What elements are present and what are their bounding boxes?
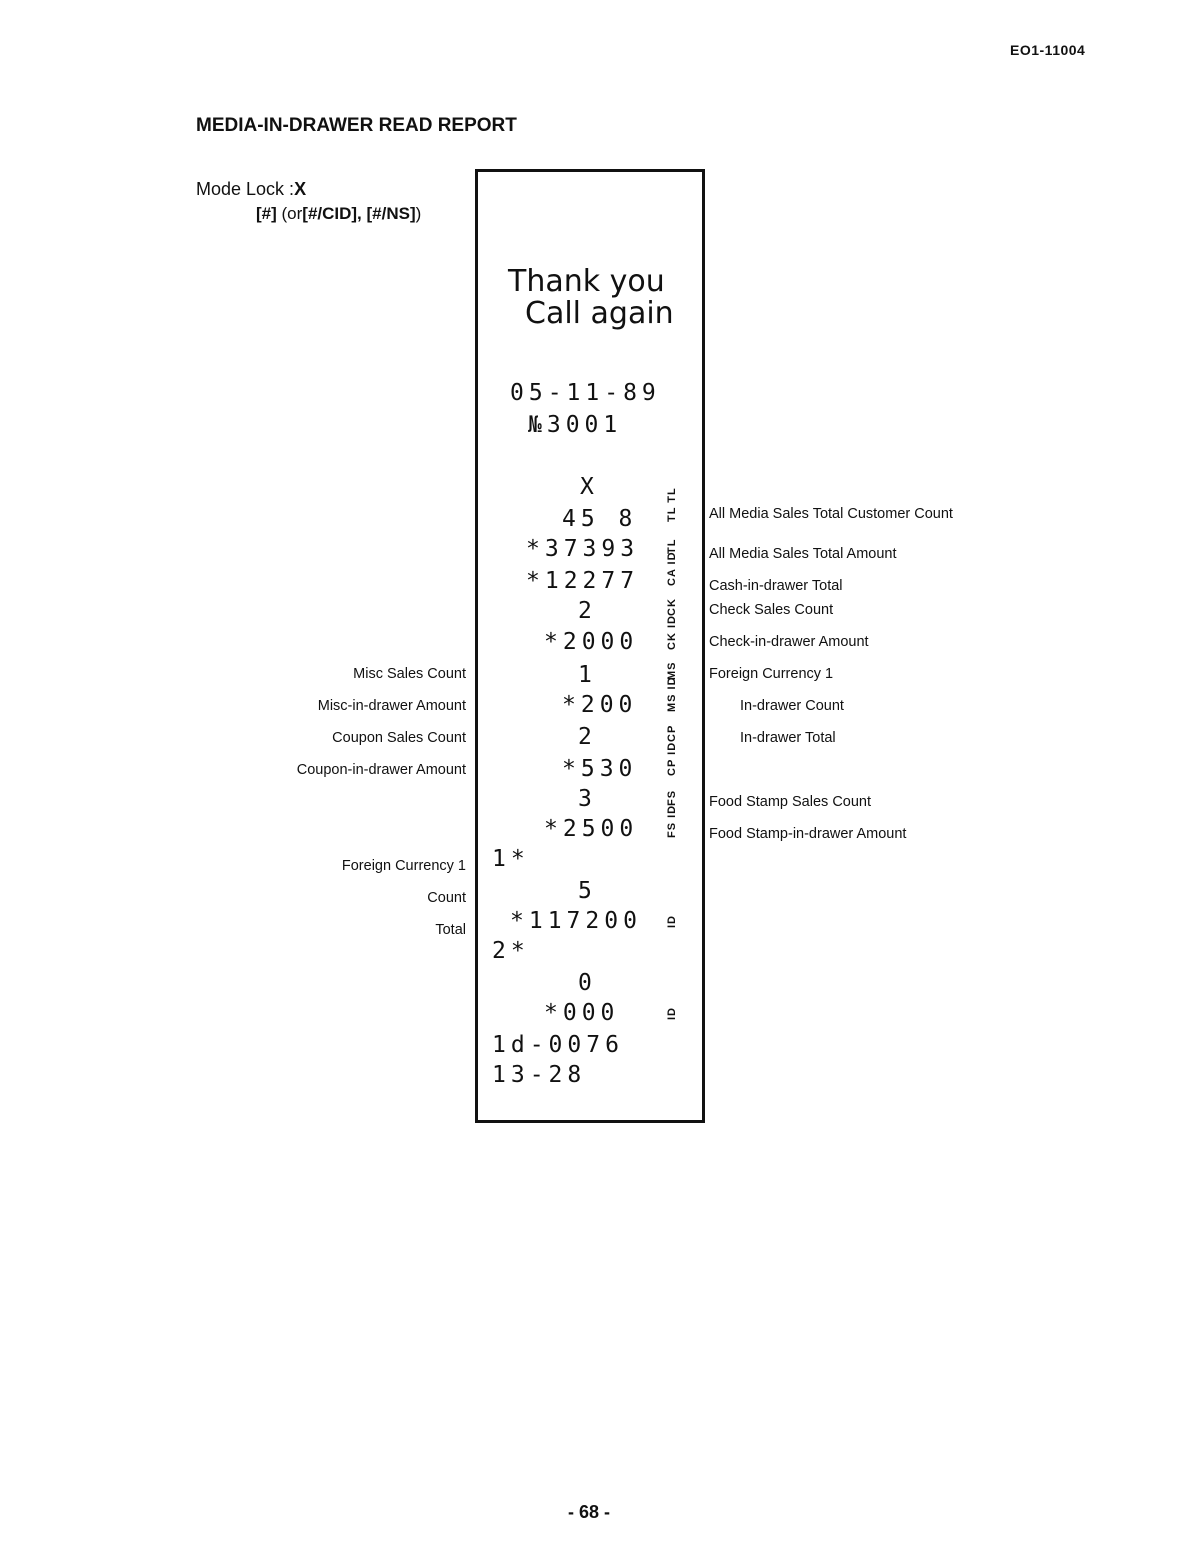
receipt-line: *2500 <box>544 816 639 842</box>
receipt-line: *12277 <box>526 568 640 594</box>
key-sequence-1: [#] <box>256 204 277 223</box>
receipt-line: 2* <box>492 938 530 964</box>
receipt-line: *117200 <box>510 908 642 934</box>
greeting-line-1: Thank you <box>508 264 665 299</box>
receipt-symbol: CA ID <box>666 551 678 586</box>
receipt-symbol: CK <box>666 598 678 616</box>
mode-lock-key: X <box>294 179 307 199</box>
receipt-date: 05-11-89 <box>510 380 661 406</box>
mode-lock-label: Mode Lock : <box>196 179 295 199</box>
receipt-symbol: ID <box>666 1007 678 1020</box>
receipt-time: 13-28 <box>492 1062 587 1088</box>
label-all-media-customer-count: All Media Sales Total Customer Count <box>709 506 953 522</box>
receipt-line: 5 <box>578 878 597 904</box>
consecutive-number: 1d-0076 <box>492 1032 624 1058</box>
label-all-media-amount: All Media Sales Total Amount <box>709 546 897 562</box>
key-sequence-2: [#/CID], [#/NS] <box>302 204 416 223</box>
label-check-in-drawer-amount: Check-in-drawer Amount <box>709 634 869 650</box>
receipt-line: 0 <box>578 970 597 996</box>
label-total: Total <box>435 922 466 938</box>
label-food-stamp-in-drawer-amount: Food Stamp-in-drawer Amount <box>709 826 907 842</box>
receipt-symbol: FS ID <box>666 804 678 838</box>
greeting-line-2: Call again <box>525 296 674 331</box>
receipt-symbol: MS <box>666 661 678 680</box>
label-coupon-in-drawer-amount: Coupon-in-drawer Amount <box>296 762 466 778</box>
label-cash-in-drawer-total: Cash-in-drawer Total <box>709 578 843 594</box>
receipt-symbol: CK ID <box>666 615 678 650</box>
key-sequence-close: ) <box>415 204 422 223</box>
mode-lock-line <box>196 179 306 200</box>
key-sequence-or: (or <box>276 204 303 223</box>
page-title: MEDIA-IN-DRAWER READ REPORT <box>196 115 517 136</box>
receipt-line: 45 8 <box>562 506 638 532</box>
label-count: Count <box>427 890 466 906</box>
label-check-sales-count: Check Sales Count <box>709 602 834 618</box>
receipt-line: *2000 <box>544 629 639 655</box>
receipt-line: 3 <box>578 786 597 812</box>
label-misc-in-drawer-amount: Misc-in-drawer Amount <box>317 698 466 714</box>
receipt-line: *37393 <box>526 536 640 562</box>
receipt-line: 1* <box>492 846 530 872</box>
receipt-line: 2 <box>578 724 597 750</box>
receipt-symbol: FS <box>666 789 678 806</box>
mode-lock-keys <box>256 204 421 224</box>
receipt <box>475 169 705 1123</box>
label-foreign-currency-1-right: Foreign Currency 1 <box>709 666 834 682</box>
label-coupon-sales-count: Coupon Sales Count <box>332 730 466 746</box>
label-in-drawer-count: In-drawer Count <box>740 698 844 714</box>
receipt-symbol: CP ID <box>666 741 678 776</box>
receipt-line: 1 <box>578 662 597 688</box>
register-number: №3001 <box>528 412 623 438</box>
receipt-symbol: TL TL <box>666 487 678 522</box>
receipt-symbol: ID <box>666 915 678 928</box>
receipt-symbol: MS ID <box>666 676 678 712</box>
document-id: EO1-11004 <box>1010 42 1086 58</box>
receipt-line: *530 <box>562 756 638 782</box>
page-number: - 68 - <box>568 1502 611 1522</box>
label-foreign-currency-1: Foreign Currency 1 <box>341 858 466 874</box>
receipt-line: 2 <box>578 598 597 624</box>
label-misc-sales-count: Misc Sales Count <box>353 666 466 682</box>
receipt-symbol: CP <box>666 724 678 742</box>
report-mode: X <box>580 474 599 500</box>
label-in-drawer-total: In-drawer Total <box>740 730 836 746</box>
receipt-line: *200 <box>562 692 638 718</box>
receipt-symbol: TL <box>666 538 678 554</box>
label-food-stamp-sales-count: Food Stamp Sales Count <box>709 794 872 810</box>
receipt-line: *000 <box>544 1000 620 1026</box>
